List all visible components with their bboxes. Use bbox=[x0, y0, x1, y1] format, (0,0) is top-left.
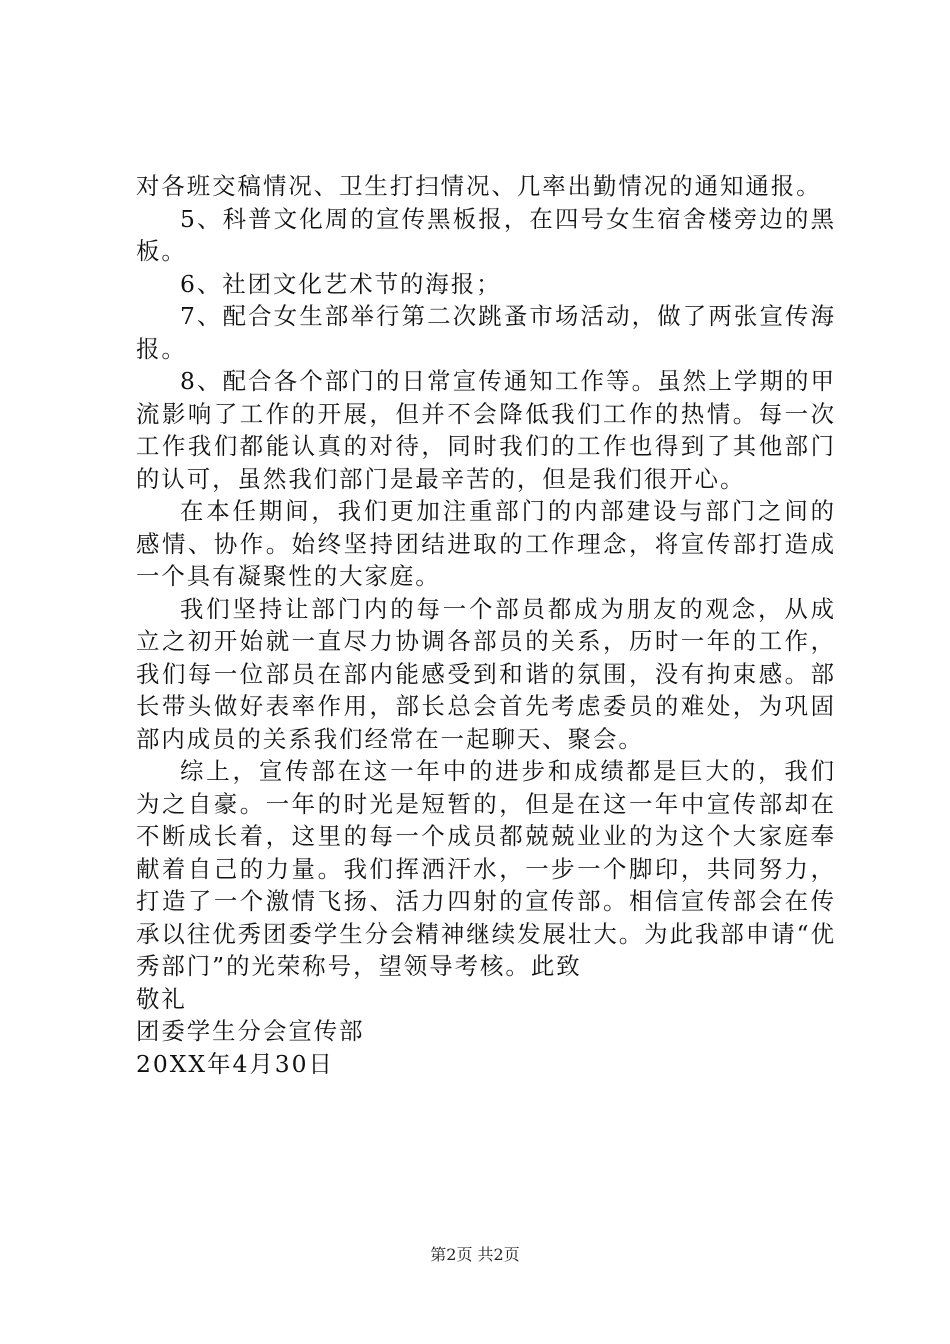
paragraph-term-building: 在本任期间，我们更加注重部门的内部建设与部门之间的感情、协作。始终坚持团结进取的工作理念，将宣传部打造成一个具有凝聚性的大家庭。 bbox=[136, 497, 836, 590]
paragraph-item-5: 5、科普文化周的宣传黑板报，在四号女生宿舍楼旁边的黑板。 bbox=[136, 204, 836, 265]
paragraph-friendship: 我们坚持让部门内的每一个部员都成为朋友的观念，从成立之初开始就一直尽力协调各部员的关系，历时一年的工作，我们每一位部员在部内能感受到和谐的氛围，没有拘束感。部长带头做好表率作用，部长总会首先考虑委员的难处，为巩固部内成员的关系我们经常在一起聊天、聚会。 bbox=[136, 594, 836, 753]
closing-salutation: 敬礼 bbox=[136, 984, 187, 1013]
closing-date: 20XX年4月30日 bbox=[136, 1049, 334, 1078]
page-number-label: 第2页 共2页 bbox=[430, 1245, 520, 1264]
paragraph-item-6: 6、社团文化艺术节的海报； bbox=[180, 269, 502, 298]
paragraph-item-7: 7、配合女生部举行第二次跳蚤市场活动，做了两张宣传海报。 bbox=[136, 302, 836, 363]
closing-signature: 团委学生分会宣传部 bbox=[136, 1017, 365, 1045]
paragraph-summary: 综上，宣传部在这一年中的进步和成绩都是巨大的，我们为之自豪。一年的时光是短暂的，但是在这一年中宣传部却在不断成长着，这里的每一个成员都兢兢业业的为这个大家庭奉献着自己的力量。我们挥洒汗水，一步一个脚印，共同努力，打造了一个激情飞扬、活力四射的宣传部。相信宣传部会在传承以往优秀团委学生分会精神继续发展壮大。为此我部申请“优秀部门”的光荣称号，望领导考核。此致 bbox=[136, 757, 836, 980]
paragraph-continuation: 对各班交稿情况、卫生打扫情况、几率出勤情况的通知通报。 bbox=[136, 172, 822, 200]
page-footer bbox=[0, 1244, 950, 1266]
paragraph-item-8: 8、配合各个部门的日常宣传通知工作等。虽然上学期的甲流影响了工作的开展，但并不会降低我们工作的热情。每一次工作我们都能认真的对待，同时我们的工作也得到了其他部门的认可，虽然我们部门是最辛苦的，但是我们很开心。 bbox=[136, 367, 836, 493]
document-body bbox=[136, 170, 836, 1080]
